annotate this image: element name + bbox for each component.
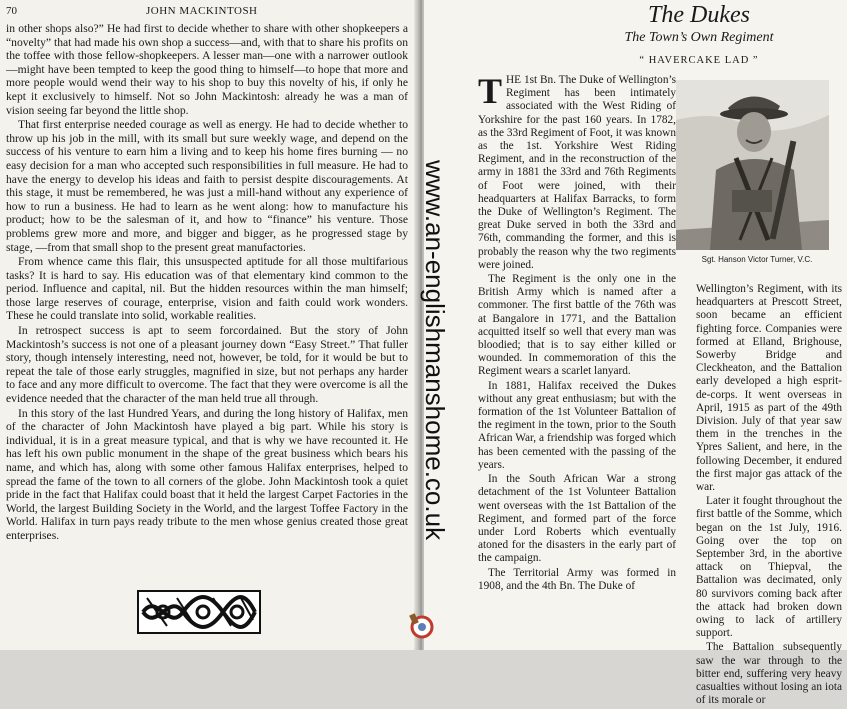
soldier-photo — [676, 80, 829, 250]
paragraph: In the South African War a strong detachment of the 1st Volunteer Battalion went overseas with the 1st Battalion of the Regiment, and formed part of the force under Lord Roberts which eventually atoned for the disasters in the early part of the campaign. — [478, 473, 676, 565]
paragraph: In 1881, Halifax received the Dukes without any great enthusiasm; but with the formation of the 1st Volunteer Battalion of the regiment in the town, prior to the South African War, a friendship was forged which has been cemented with the passing of the years. — [478, 379, 676, 471]
paragraph-text: HE 1st Bn. The Duke of Wellington’s Regiment has been intimately associated with the West Riding of Yorkshire for the past 160 years. In 1782, as the 33rd Regiment of Foot, it was known as the 1st. Yorkshire West Riding Regiment, and in the reconstruction of the army in 1881 the 33rd and 76th Regiments of Foot were joined, with their headquarters at Halifax Barracks, to form the Duke of Wellington’s Regiment. The great Duke served in both the 33rd and 76th, commanding the former, and this is probably the reason why the two regiments were joined. — [478, 74, 676, 271]
paragraph: in other shops also?” He had first to decide whether to share with other shopkeepers a “novelty” that had made his own shop a success—and, with that to share his profits on the toffee with those fellow-shopkeepers. A lesser man—one with a narrower outlook—might have been tempted to keep the good thing to himself—to hope that more and more people would wend their way to his shop to buy this novelty of his, if only he kept it exclusively to himself. Not so John Mackintosh: already he was a man of vision seeing far beyond the little shop. — [6, 22, 408, 117]
paragraph: The Territorial Army was formed in 1908, and the 4th Bn. The Duke of — [478, 566, 676, 592]
paragraph: The Battalion subsequently saw the war through to the bitter end, suffering very heavy casualties without losing an iota of its morale or — [696, 641, 842, 707]
celtic-knot-ornament — [137, 590, 261, 634]
paragraph: In this story of the last Hundred Years, and during the long history of Halifax, men of the character of John Mackintosh have played a big part. While his story is individual, it is in a great measure typical, and that is why we have recounted it. He has left his own public monument in the shape of the great business which bears his name, and which has, along with some other famous Halifax enterprises, helped to spread the fame of the town to all corners of the globe. John Mackintosh took a quiet pride in the fact that Halifax could boast that it held the largest Carpet Factories in the World, the largest Building Society in the World, and the largest Toffee Factory in the World. Halifax in turn pays ready tribute to the men whose genius created those great enterprises. — [6, 406, 408, 542]
section-heading: “ HAVERCAKE LAD ” — [639, 55, 759, 66]
paragraph: That first enterprise needed courage as well as energy. He had to decide whether to throw up his job in the mill, with its small but sure weekly wage, and depend on the success of his venture to earn him a living and to keep his home fires burning — no easy decision for a man who accepted such responsibilities in full measure. He had to have the energy to develop his ideas and faith to persist despite discouragements. At this stage, it must be remembered, he was just a mill-hand without any experience of how to run a business. He had to learn as he went along: how to manufacture his product; how to be the salesman of it, and how to “finance” his venture. Those problems grew more and more, and bigger and bigger, as he progressed stage by stage, —from that small shop to the present great manufactories. — [6, 118, 408, 254]
paragraph — [478, 71, 676, 272]
tag-icon — [405, 610, 439, 644]
left-body-text — [6, 22, 408, 544]
running-title: JOHN MACKINTOSH — [146, 5, 258, 17]
paragraph: In retrospect success is apt to seem forcordained. But the story of John Mackintosh’s success is not one of a pleasant journey down “Easy Street.” That fuller story, though intensely interesting, need not, however, be told, for it would be but to repeat the tale of those early struggles, magnified in size, but not perhaps any harder to face and any more difficult to overcome. The fact that they were overcome is all the evidence needed that the character of the man held true all through. — [6, 324, 408, 406]
left-page — [0, 0, 420, 650]
photo-caption: Sgt. Hanson Victor Turner, V.C. — [701, 255, 813, 264]
drop-cap: T — [478, 71, 503, 111]
right-column-1 — [478, 71, 676, 594]
paragraph: The Regiment is the only one in the British Army which is named after a commoner. The first battle of the 76th was at Bangalore in 1771, and the Battalion acquitted itself so well that every man was bloodied; that is to say either killed or wounded. In commemoration of this the Regiment wears a scarlet lanyard. — [478, 273, 676, 378]
website-watermark — [396, 160, 456, 630]
right-column-2 — [696, 283, 842, 709]
paragraph: Wellington’s Regiment, with its headquarters at Prescott Street, soon became an efficient fighting force. Companies were formed at Elland, Brighouse, Sowerby Bridge and Cleckheaton, and the Battalion early developed a high esprit-de-corps. It went overseas in April, 1915 as part of the 49th Division. July of that year saw them in the trenches in the Ypres Salient, and here, in the following December, it endured the first major gas attack of the war. — [696, 283, 842, 494]
right-page — [424, 0, 847, 707]
article-title: The Dukes — [648, 2, 750, 28]
paragraph: From whence came this flair, this unsuspected aptitude for all those multifarious tasks? It is hard to say. His education was of that elementary kind common to the period. Influence and capital, nil. But the hidden resources within the man himself; those large reserves of courage, enterprise, vision and faith could work wonders. These he could translate into solid, workable realities. — [6, 255, 408, 323]
watermark-text: www.an-englishmanshome.co.uk — [420, 160, 450, 541]
article-subtitle: The Town’s Own Regiment — [624, 30, 774, 45]
page-number: 70 — [6, 5, 17, 17]
paragraph: Later it fought throughout the first battle of the Somme, which began on the 1st July, 1916. Going over the top on September 3rd, in the abortive attack on Thiepval, the Battalion was decimated, only 80 survivors coming back after the attack had broken down owing to lack of artillery support. — [696, 495, 842, 640]
